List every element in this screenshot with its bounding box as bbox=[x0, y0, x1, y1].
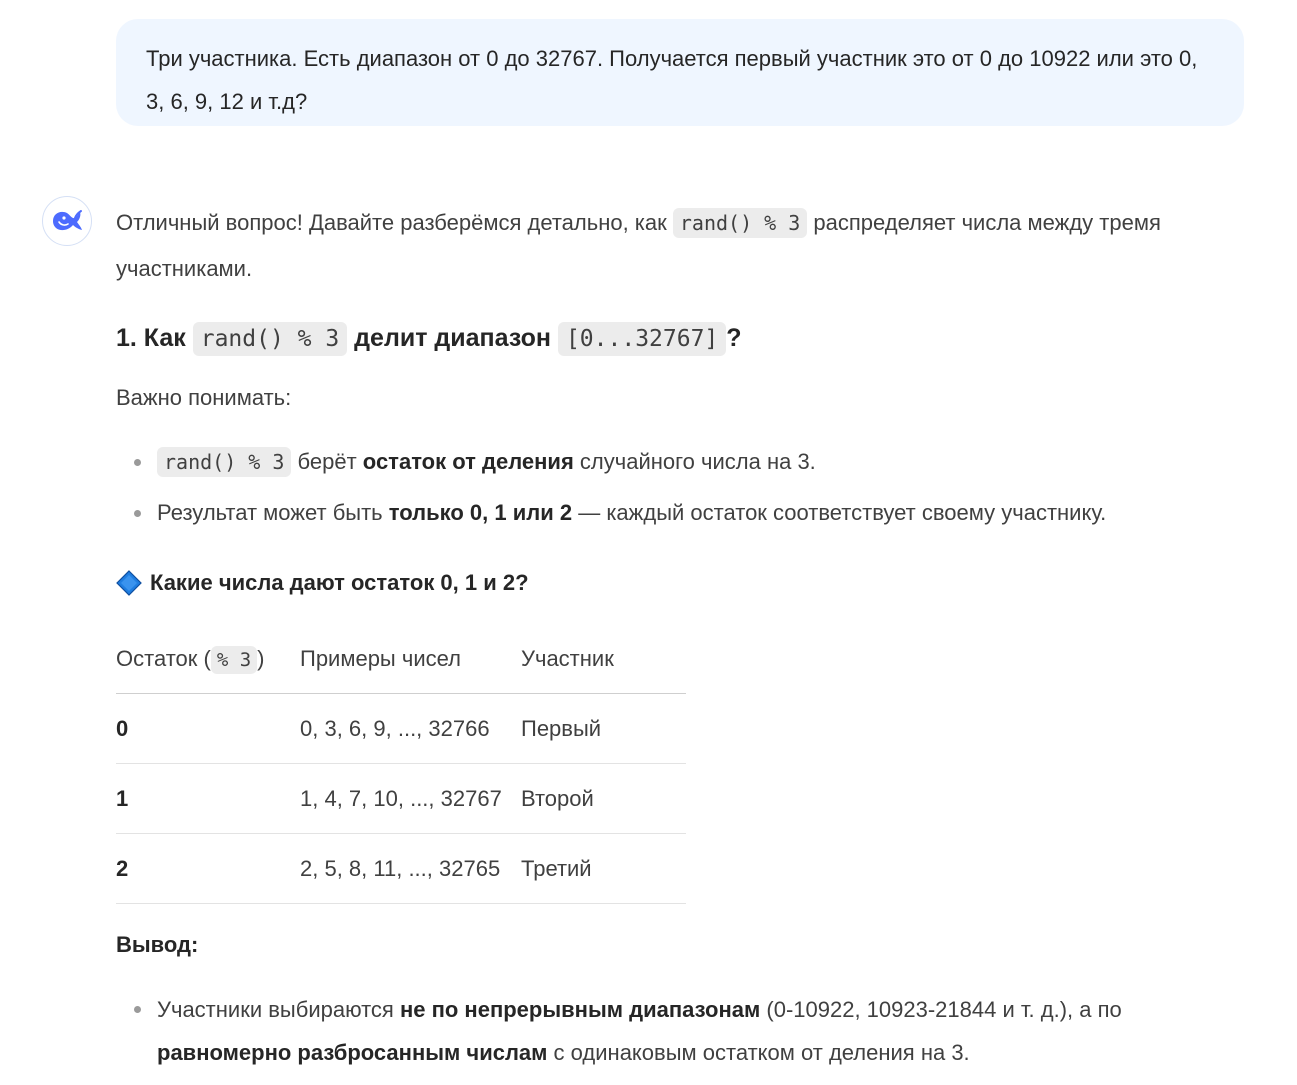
conclusion-list bbox=[116, 988, 1257, 1074]
column-header-remainder bbox=[116, 624, 300, 694]
list-item bbox=[116, 494, 1106, 545]
header-text: Остаток ( bbox=[116, 645, 211, 671]
list-item bbox=[116, 443, 1106, 494]
list-item-text: Результат может быть bbox=[157, 500, 389, 525]
list-item-text: Участники выбираются bbox=[157, 997, 400, 1022]
table-row bbox=[116, 834, 686, 904]
inline-code: rand() % 3 bbox=[673, 208, 807, 238]
list-item-text: (0-10922, 10923-21844 и т. д.), а по bbox=[760, 997, 1122, 1022]
answer-intro bbox=[116, 200, 1256, 291]
list-item-text: — каждый остаток соответствует своему участнику. bbox=[572, 500, 1107, 525]
column-header-examples: Примеры чисел bbox=[300, 624, 521, 694]
list-item-text: с одинаковым остатком от деления на 3. bbox=[547, 1040, 970, 1065]
list-item-bold: равномерно разбросанным числам bbox=[157, 1040, 548, 1065]
list-item-bold: не по непрерывным диапазонам bbox=[399, 997, 761, 1022]
list-item-bold: остаток от деления bbox=[362, 449, 574, 474]
assistant-answer bbox=[116, 200, 1256, 1065]
table-cell: 2 bbox=[116, 834, 300, 904]
subheading-text: Какие числа дают остаток 0, 1 и 2? bbox=[150, 570, 529, 595]
header-text: ) bbox=[257, 645, 265, 671]
user-message-bubble bbox=[116, 19, 1244, 126]
heading-text-1: 1. Как bbox=[116, 324, 193, 352]
table-cell: 1 bbox=[116, 764, 300, 834]
list-item-bold: только 0, 1 или 2 bbox=[388, 500, 573, 525]
table-cell: 0 bbox=[116, 694, 300, 764]
heading-text-2: делит диапазон bbox=[347, 324, 558, 352]
conclusion-title: Вывод: bbox=[116, 932, 199, 957]
table-cell: Второй bbox=[521, 764, 686, 834]
section-heading bbox=[116, 318, 742, 359]
table-cell: 1, 4, 7, 10, ..., 32767 bbox=[300, 764, 521, 834]
inline-code: [0...32767] bbox=[558, 322, 726, 356]
blue-diamond-icon bbox=[116, 570, 142, 596]
important-note: Важно понимать: bbox=[116, 385, 292, 410]
heading-text-3: ? bbox=[726, 324, 742, 352]
inline-code: % 3 bbox=[211, 646, 257, 674]
list-item-text: случайного числа на 3. bbox=[573, 449, 816, 474]
assistant-avatar bbox=[42, 196, 92, 246]
list-item-text: берёт bbox=[291, 449, 363, 474]
user-message-text: Три участника. Есть диапазон от 0 до 32767. Получается первый участник это от 0 до 10922 или это 0, 3, 6, 9, 12 и т.д? bbox=[146, 46, 1198, 114]
list-item bbox=[116, 988, 1257, 1074]
table-row bbox=[116, 694, 686, 764]
intro-text-2: распределяет числа между тремя участниками. bbox=[116, 210, 1161, 281]
intro-text-1: Отличный вопрос! Давайте разберёмся детально, как bbox=[116, 210, 673, 235]
table-row bbox=[116, 764, 686, 834]
table-cell: Третий bbox=[521, 834, 686, 904]
remainder-table bbox=[116, 624, 686, 904]
explanation-list bbox=[116, 443, 1106, 545]
table-header-row bbox=[116, 624, 686, 694]
table-cell: Первый bbox=[521, 694, 686, 764]
inline-code: rand() % 3 bbox=[157, 447, 291, 477]
inline-code: rand() % 3 bbox=[193, 322, 347, 356]
subheading bbox=[116, 566, 529, 600]
table-cell: 0, 3, 6, 9, ..., 32766 bbox=[300, 694, 521, 764]
table-cell: 2, 5, 8, 11, ..., 32765 bbox=[300, 834, 521, 904]
whale-logo-icon bbox=[50, 206, 84, 236]
column-header-participant: Участник bbox=[521, 624, 686, 694]
